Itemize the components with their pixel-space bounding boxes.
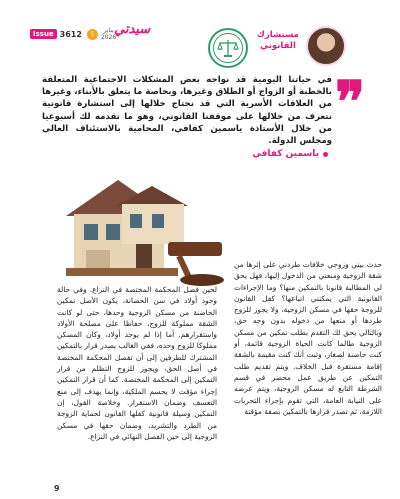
article-intro: في حياتنا اليومية قد نواجه بعض المشكلات الاجتماعية المتعلقة بالخطبة أو الزواج أو الطلاق وغيرها، وبخاصة ما يتعلق بالأبناء، وغيرها من العلاقات الأسرية التي قد نحتاج خلالها إلى استشارة قانونية نتعرف من خلالها على موقفنا القانوني، وهو ما تقدمه لك أسبوعيا من خلال الأستاذة ياسمين كفافي، المحامية بالاستئناف العالي ومجلس الدولة. [42,75,332,147]
bullet-icon [323,152,328,157]
quote-mark-icon: ❞ [335,69,366,135]
scales-of-justice-icon [208,28,248,68]
house-gavel-image [56,158,228,288]
date-year: 2026 [100,34,117,41]
date-day: 5 [87,29,98,40]
article-column-right: حدث بيني وزوجي خلافات طردني على إثرها من شقة الزوجية ومنعني من الدخول إليها، فهل يحق لي المطالبة قانونا بالتمكين منها؟ وما الإجراءات القانونية التي يمكنني اتباعها؟ كفل القانون للزوجة حقها في مسكن الزوجية، ولا يجوز للزوج طردها أو منعها من دخوله بدون وجه حق، وبالتالي يحق لك التقدم بطلب تمكين من مسكن الزوجية طالما كانت الحياة الزوجية قائمة، أو كنت حاضنة لصغار، وثبت أنك كنت مقيمة بالشقة إقامة مستقرة قبل الخلاف. ويتم تقديم طلب التمكين عن طريق عمل محضر في قسم الشرطة التابع له مسكن الزوجية، ويتم عرضه على النيابة العامة، التي تقوم بإجراء التحريات اللازمة، ثم تصدر قرارها بالتمكين بصفة مؤقتة [234,260,382,416]
page-header [0,0,400,62]
author-name: ياسمين كفافي [252,149,319,159]
scales-glyph [217,38,239,58]
issue-badge: Issue [30,29,57,39]
brand-logo: سيدتي [114,22,151,37]
date-month: يناير [103,27,114,34]
column-title: مستشارك القانوني [257,30,299,51]
issue-info [30,27,116,41]
issue-number: 3612 [59,29,82,39]
article-column-left: لحين فصل المحكمة المختصة في النزاع. وفي حالة وجود أولاد في سن الحضانة، يكون الأصل تمكين الحاضنة من مسكن الزوجية وحدها، حتى لو كانت الشقة مملوكة للزوج، حفاظا على مصلحة الأولاد واستقرارهم. أما إذا لم يوجد أولاد، وكان المسكن مملوكا للزوج وحده، ففي الغالب يصدر قرار بالتمكين المشترك للطرفين إلى أن تفصل المحكمة المختصة في أصل الحق، ويجوز للزوج التظلم من قرار التمكين إلى المحكمة المختصة. كما أن قرار التمكين إجراء مؤقت لا يحسم الملكية، وإنما يهدف إلى منع التعسف وضمان الاستقرار. وخلاصة القول، إن التمكين وسيلة قانونية كفلها القانون لحماية الزوجة من الطرد والتشريد، وضمان حقها في مسكن الزوجية إلى حين الفصل النهائي في النزاع. [57,285,217,441]
page-number: 9 [54,484,60,493]
author-avatar [306,26,346,66]
